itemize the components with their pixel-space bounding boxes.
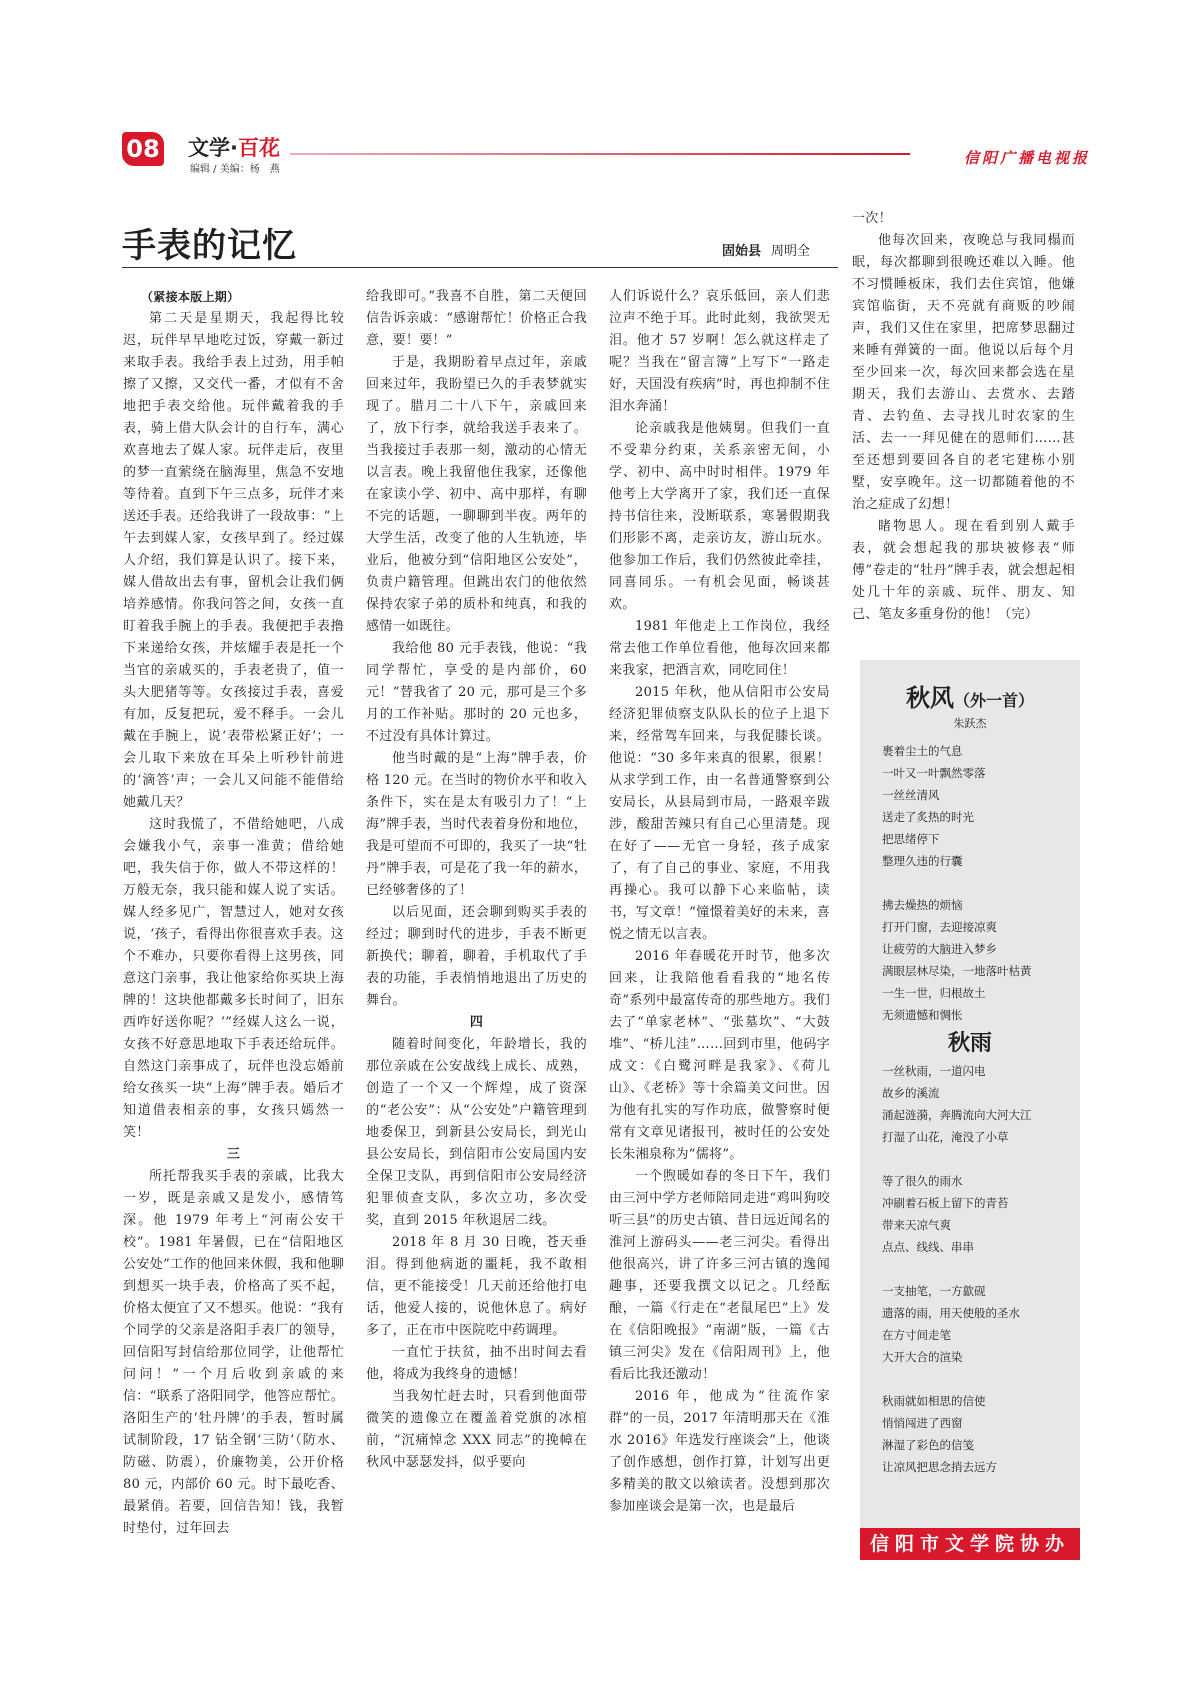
poem-line: 打开门窗，去迎接凉爽 (882, 920, 997, 934)
article-paragraph: 1981 年他走上工作岗位，我经常去他工作单位看他，他每次回来都来我家，把酒言欢，同吃同住！ (609, 619, 830, 678)
article-column-1 (123, 286, 344, 1576)
article-paragraph: 这时我慌了，不借给她吧，八成会嫌我小气，亲事一准黄；借给她吧，我失信于你，做人不带这样的！万般无奈，我只能和媒人说了实话。媒人经多见广，智慧过人，她对女孩说，‘孩子，看得出你很喜欢手表。这个不难办，只要你看得上这男孩，同意这门亲事，我让他家给你买块上海牌的！这块他都戴多长时间了，旧东西咋好送你呢？’”经媒人这么一说，女孩不好意思地取下手表还给玩伴。自然这门亲事成了，玩伴也没忘婚前给女孩买一块“上海”牌手表。婚后才知道借表相亲的事，女孩只嫣然一笑！ (123, 817, 344, 1140)
article-column-2 (366, 286, 587, 1576)
article-column-4 (852, 208, 1075, 648)
poem-line: 整理久违的行囊 (882, 854, 963, 868)
poem-line: 遗落的雨，用天使般的圣水 (882, 1306, 1020, 1320)
article-paragraph: 人们诉说什么？哀乐低回，亲人们悲泣声不绝于耳。此时此刻，我欲哭无泪。他才 57 岁啊！怎么就这样走了呢？当我在“留言簿”上写下“一路走好，天国没有疾病”时，再也抑制不住泪水奔涌！ (609, 289, 830, 414)
article-paragraph: 于是，我期盼着早点过年，亲戚回来过年，我盼望已久的手表梦就实现了。腊月二十八下午，亲戚回来了，放下行李，就给我送手表来了。当我接过手表那一刻，激动的心情无以言表。晚上我留他住我家，还像他在家读小学、初中、高中那样，有聊不完的话题，一聊聊到半夜。两年的大学生活，改变了他的人生轨迹，毕业后，他被分到“信阳地区公安处”，负责户籍管理。但跳出农门的他依然保持农家子弟的质朴和纯真，和我的感情一如既往。 (366, 355, 587, 634)
article-paragraph: 一个煦暖如春的冬日下午，我们由三河中学方老师陪同走进“鸡叫狗咬听三县”的历史古镇、昔日远近闻名的淮河上游码头——老三河尖。看得出他很高兴，讲了许多三河古镇的逸闻趣事，还要我撰文以记之。几经酝酿，一篇《行走在“老鼠尾巴”上》发在《信阳晚报》“南湖”版，一篇《古镇三河尖》发在《信阳周刊》上，他看后比我还激动！ (609, 1169, 830, 1382)
article-paragraph: 2016 年，他成为“往流作家群”的一员，2017 年清明那天在《淮水 2016》年选发行座谈会”上，他谈了创作感想，创作打算，计划写出更多精美的散文以飨读者。没想到那次参加座谈会是第一次，也是最后 (609, 1389, 830, 1514)
byline-author: 周明全 (771, 244, 811, 259)
article-paragraph: 当我匆忙赶去时，只看到他面带微笑的遗像立在覆盖着党旗的冰棺前，“沉痛悼念 XXX 同志”的挽幛在秋风中瑟瑟发抖，似乎要向 (366, 1389, 587, 1470)
poem-line: 悄悄闯进了西窗 (882, 1416, 963, 1430)
article-paragraph: 2018 年 8 月 30 日晚，苍天垂泪。得到他病逝的噩耗，我不敢相信，更不能接受！几天前还给他打电话，他爱人接的，说他休息了。病好多了，正在市中医院吃中药调理。 (366, 1235, 587, 1338)
article-paragraph: 他当时戴的是“上海”牌手表，价格 120 元。在当时的物价水平和收入条件下，实在是太有吸引力了！“上海”牌手表，当时代表着身份和地位，我是可望而不可即的，我买了一块“牡丹”牌手表，可是花了我一年的薪水，已经够奢侈的了！ (366, 751, 587, 898)
article-title: 手表的记忆 (122, 226, 297, 266)
poem2-body (882, 1060, 1077, 1478)
poem-line: 让疲劳的大脑进入梦乡 (882, 942, 997, 956)
stanza-gap (882, 872, 1077, 894)
poem-line: 故乡的溪流 (882, 1086, 940, 1100)
section-number: 四 (469, 1015, 484, 1030)
poem-line: 涌起涟漪，奔腾流向大河大江 (882, 1108, 1032, 1122)
article-paragraph: 一次！ (852, 211, 892, 226)
poem1-author: 朱跃杰 (953, 717, 987, 730)
section-title-part1: 文学· (188, 136, 238, 160)
article-paragraph: 论亲戚我是他姨舅。但我们一直不受辈分约束，关系亲密无间，小学、初中、高中时时相伴。1979 年他考上大学离开了家，我们还一直保持书信往来，没断联系，寒暑假期我们形影不离，走亲访友，游山玩水。他参加工作后，我们仍然彼此牵挂，同喜同乐。一有机会见面，畅谈甚欢。 (609, 421, 830, 612)
stanza-gap (882, 1258, 1077, 1280)
section-title (188, 132, 280, 162)
header-divider (290, 153, 910, 155)
section-title-part2: 百花 (237, 136, 280, 160)
article-paragraph: 一直忙于扶贫，抽不出时间去看他，将成为我终身的遗憾！ (366, 1345, 587, 1382)
poem-line: 无须遗憾和惆怅 (882, 1008, 963, 1022)
poem-line: 带来天凉气爽 (882, 1218, 951, 1232)
article-paragraph: 他每次回来，夜晚总与我同榻而眠，每次都聊到很晚还难以入睡。他不习惯睡板床，我们去住宾馆，他嫌宾馆临街，天不亮就有商贩的吵闹声，我们又住在家里，把席梦思翻过来睡有弹簧的一面。他说以后每个月至少回来一次，每次回来都会选在星期天，我们去游山、去赏水、去踏青、去钓鱼、去寻找儿时农家的生活、去一一拜见健在的恩师们……甚至还想到要回各自的老宅建栋小别墅，安享晚年。这一切都随着他的不治之症成了幻想！ (852, 233, 1075, 512)
poem-line: 一生一世，归根故土 (882, 986, 986, 1000)
poem-line: 一叶又一叶飘然零落 (882, 766, 986, 780)
page-number-badge: 08 (122, 132, 164, 166)
article-paragraph: 给我即可。”我喜不自胜，第二天便回信告诉亲戚：“感谢帮忙！价格正合我意，要！要！” (366, 289, 587, 348)
poem-line: 裹着尘土的气息 (882, 744, 963, 758)
newspaper-name: 信阳广播电视报 (964, 149, 1091, 167)
poem-line: 冲刷着石板上留下的青苔 (882, 1196, 1009, 1210)
section-number: 三 (226, 1147, 241, 1162)
article-column-3 (609, 286, 830, 1576)
poem1-title (860, 678, 1080, 713)
organizer-banner: 信阳市文学院协办 (860, 1528, 1080, 1560)
article-paragraph: 2015 年秋，他从信阳市公安局经济犯罪侦察支队队长的位子上退下来，经常驾车回来，与我促膝长谈。他说：“30 多年来真的很累，很累！从求学到工作，由一名普通警察到公安局长，从县局到市局，一路艰辛跋涉，酸甜苦辣只有自己心里清楚。现在好了——无官一身轻，孩子成家了，有了自己的事业、家庭，不用我再操心。我可以静下心来临帖，读书，写文章！”憧憬着美好的未来，喜悦之情无以言表。 (609, 685, 830, 942)
poem-line: 大开大合的渲染 (882, 1350, 963, 1364)
poem-line: 一支抽笔，一方歙砚 (882, 1284, 986, 1298)
poem-line: 淋湿了彩色的信笺 (882, 1438, 974, 1452)
poem-line: 一丝秋雨，一道闪电 (882, 1064, 986, 1078)
poem2-title: 秋雨 (947, 1030, 992, 1056)
poem1-title-text: 秋风 (905, 683, 954, 712)
continuation-note: （紧接本版上期） (141, 290, 240, 304)
poem-line: 拂去燥热的烦恼 (882, 898, 963, 912)
poem-line: 一丝丝清风 (882, 788, 940, 802)
article-paragraph: 第二天是星期天，我起得比较迟，玩伴早早地吃过饭，穿戴一新过来取手表。我给手表上过劲，用手帕擦了又擦，又交代一番，才似有不舍地把手表交给他。玩伴戴着我的手表，骑上借大队会计的自行车，满心欢喜地去了媒人家。玩伴走后，夜里的梦一直萦绕在脑海里，焦急不安地等待着。直到下午三点多，玩伴才来送还手表。还给我讲了一段故事：“上午去到媒人家，女孩早到了。经过媒人介绍，我们算是认识了。接下来，媒人借故出去有事，留机会让我们俩培养感情。你我问答之间，女孩一直盯着我手腕上的手表。我便把手表撸下来递给女孩，并炫耀手表是托一个当官的亲戚买的，手表老贵了，值一头大肥猪等等。女孩接过手表，喜爱有加，反复把玩，爱不释手。一会儿戴在手腕上，说‘表带松紧正好’；一会儿取下来放在耳朵上听秒针前进的‘滴答’声；一会儿又问能不能借给她戴几天？ (123, 311, 344, 810)
byline-place: 固始县 (722, 244, 762, 259)
poem-line: 把思绪停下 (882, 832, 940, 846)
poem-line: 秋雨就如相思的信使 (882, 1394, 986, 1408)
editor-credit: 编辑 / 美编：杨 燕 (190, 164, 280, 175)
poem-line: 等了很久的雨水 (882, 1174, 963, 1188)
poem-line: 点点、线线、串串 (882, 1240, 974, 1254)
poem-line: 送走了炙热的时光 (882, 810, 974, 824)
article-paragraph: 睹物思人。现在看到别人戴手表，就会想起我的那块被修表“师傅”卷走的“牡丹”牌手表，就会想起相处几十年的亲戚、玩伴、朋友、知己、笔友多重身份的他！（完） (852, 519, 1075, 622)
article-paragraph: 以后见面，还会聊到购买手表的经过；聊到时代的进步，手表不断更新换代；聊着，聊着，手机取代了手表的功能，手表悄悄地退出了历史的舞台。 (366, 905, 587, 1008)
poem-line: 在方寸间走笔 (882, 1328, 951, 1342)
article-paragraph: 随着时间变化，年龄增长，我的那位亲戚在公安战线上成长、成熟，创造了一个又一个辉煌，成了资深的“老公安”：从“公安处”户籍管理到地委保卫，到新县公安局长，到光山县公安局长，到信阳市公安局国内安全保卫支队，再到信阳市公安局经济犯罪侦查支队，多次立功，多次受奖，直到 2015 年秋退居二线。 (366, 1037, 587, 1228)
poem1-body (882, 740, 1077, 1026)
article-paragraph: 所托帮我买手表的亲戚，比我大一岁，既是亲戚又是发小，感情笃深。他 1979 年考上“河南公安干校”。1981 年暑假，已在“信阳地区公安处”工作的他回来休假，我和他聊到想买一块手表，价格高了买不起，价格太便宜了又不想买。他说：“我有个同学的父亲是洛阳手表厂的领导，回信阳写封信给那位同学，让他帮忙问问！”一个月后收到亲戚的来信：“联系了洛阳同学，他答应帮忙。洛阳生产的‘牡丹牌’的手表，暂时属试制阶段，17 钻全钢‘三防’（防水、防磁、防震），价廉物美，公开价格 80 元，内部价 60 元。时下最吃香、最紧俏。若要，回信告知！钱，我暂时垫付，过年回去 (123, 1169, 344, 1536)
title-rule (122, 267, 838, 268)
article-paragraph: 我给他 80 元手表钱，他说：“我同学帮忙，享受的是内部价，60 元！”替我省了 20 元，那可是三个多月的工作补贴。那时的 20 元也多，不过没有具体计算过。 (366, 641, 587, 744)
article-byline (722, 240, 810, 259)
stanza-gap (882, 1368, 1077, 1390)
poem-line: 打湿了山花，淹没了小草 (882, 1130, 1009, 1144)
poem-line: 满眼层林尽染，一地落叶枯黄 (882, 964, 1032, 978)
stanza-gap (882, 1148, 1077, 1170)
poem1-subtitle: （外一首） (953, 691, 1034, 710)
poem-sidebar (860, 660, 1080, 1550)
poem-line: 让凉风把思念捎去远方 (882, 1460, 997, 1474)
article-paragraph: 2016 年春暖花开时节，他多次回来，让我陪他看看我的“地名传奇”系列中最富传奇的那些地方。我们去了“单家老林”、“张墓坎”、“大鼓堆”、“桥儿洼”……回到市里，他码字成文：《白鹭河畔是我家》、《荷儿山》、《老桥》等十余篇美文问世。因为他有扎实的写作功底，做警察时便常有文章见诸报刊，被时任的公安处长朱湘泉称为“儒将”。 (609, 949, 830, 1162)
